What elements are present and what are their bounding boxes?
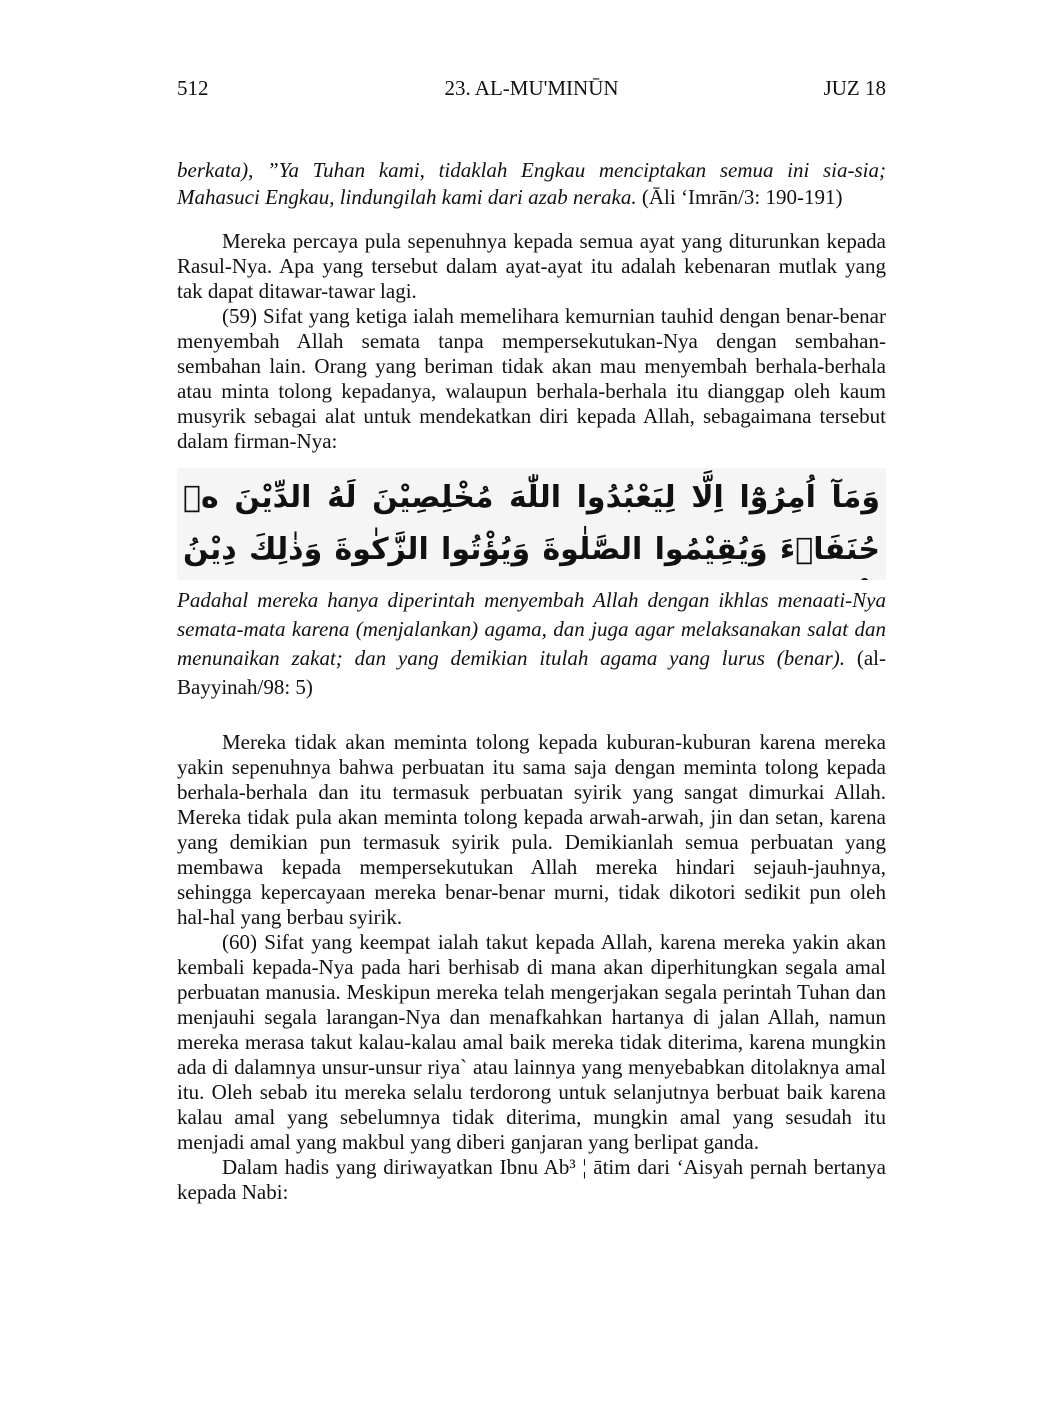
surah-title: 23. AL-MU'MINŪN xyxy=(444,76,619,100)
arabic-verse: وَمَآ اُمِرُوْٓا اِلَّا لِيَعْبُدُوا اللّٰهَ مُخْلِصِيْنَ لَهُ الدِّيْنَ ەۙ حُنَفَاۤءَ وَيُقِيْمُوا الصَّلٰوةَ وَيُؤْتُوا الزَّكٰوةَ وَذٰلِكَ دِيْنُ xyxy=(177,468,886,580)
paragraph-5: Dalam hadis yang diriwayatkan Ibnu Ab³ ¦ ātim dari ‘Aisyah pernah bertanya kepada Nabi: xyxy=(177,1155,886,1204)
quote-reference: (Āli ‘Imrān/3: 190-191) xyxy=(641,185,843,209)
page-number: 512 xyxy=(177,76,209,100)
paragraph-2: (59) Sifat yang ketiga ialah memelihara kemurnian tauhid dengan benar-benar menyembah Allah semata tanpa mempersekutukan-Nya dengan sembahan-sembahan lain. Orang yang beriman tidak akan mau menyembah berhala-berhala atau minta tolong kepadanya, walaupun berhala-berhala itu dianggap oleh kaum musyrik sebagai alat untuk mendekatkan diri kepada Allah, sebagaimana tersebut dalam firman-Nya: xyxy=(177,304,886,453)
page-header xyxy=(177,74,886,102)
document-page xyxy=(177,74,886,1205)
verse-translation xyxy=(177,586,886,702)
translation-text: Padahal mereka hanya diperintah menyembah Allah dengan ikhlas menaati-Nya semata-mata karena (menjalankan) agama, dan juga agar melaksanakan salat dan menunaikan zakat; dan yang demikian itulah agama yang lurus (benar). xyxy=(177,588,886,670)
translation-reference: (al-Bayyinah/98: 5) xyxy=(177,646,886,699)
quote-text: berkata), ”Ya Tuhan kami, tidaklah Engkau menciptakan semua ini sia-sia; Mahasuci Engkau, lindungilah kami dari azab neraka. xyxy=(177,158,886,209)
quote-verse-translation xyxy=(177,157,886,211)
paragraph-1: Mereka percaya pula sepenuhnya kepada semua ayat yang diturunkan kepada Rasul-Nya. Apa yang tersebut dalam ayat-ayat itu adalah kebenaran mutlak yang tak dapat ditawar-tawar lagi. xyxy=(177,229,886,303)
paragraph-3: Mereka tidak akan meminta tolong kepada kuburan-kuburan karena mereka yakin sepenuhnya bahwa perbuatan itu sama saja dengan meminta tolong kepada berhala-berhala dan itu termasuk perbuatan syirik yang sangat dimurkai Allah. Mereka tidak pula akan meminta tolong kepada arwah-arwah, jin dan setan, karena yang demikian pun termasuk syirik pula. Demikianlah semua perbuatan yang membawa kepada mempersekutukan Allah mereka hindari sejauh-jauhnya, sehingga kepercayaan mereka benar-benar murni, tidak dikotori sedikit pun oleh hal-hal yang berbau syirik. xyxy=(177,730,886,929)
paragraph-4: (60) Sifat yang keempat ialah takut kepada Allah, karena mereka yakin akan kembali kepada-Nya pada hari berhisab di mana akan diperhitungkan segala amal perbuatan manusia. Meskipun mereka telah mengerjakan segala perintah Tuhan dan menjauhi segala larangan-Nya dan menafkahkan hartanya di jalan Allah, namun mereka merasa takut kalau-kalau amal baik mereka tidak diterima, karena mungkin ada di dalamnya unsur-unsur riya` atau lainnya yang menyebabkan ditolaknya amal itu. Oleh sebab itu mereka selalu terdorong untuk selanjutnya berbuat baik karena kalau amal yang sebelumnya tidak diterima, mungkin amal yang sesudah itu menjadi amal yang makbul yang diberi ganjaran yang berlipat ganda. xyxy=(177,930,886,1154)
juz-label: JUZ 18 xyxy=(823,76,886,100)
